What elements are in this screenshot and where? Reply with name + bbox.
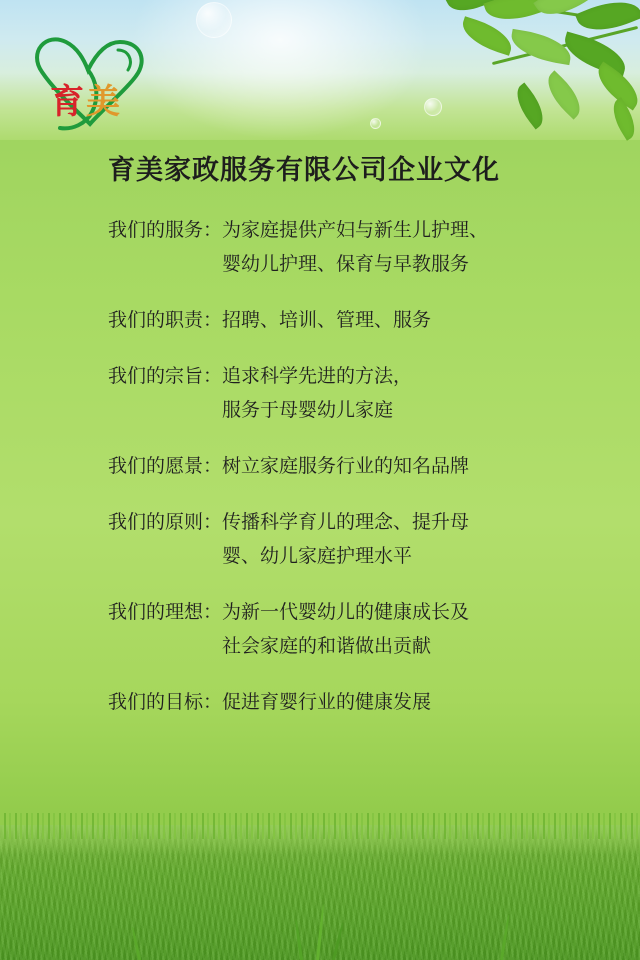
entry-value xyxy=(222,213,640,281)
grass-blade xyxy=(316,904,325,960)
bubble-decoration xyxy=(196,2,232,38)
bubble-decoration xyxy=(424,98,442,116)
entry-line: 为家庭提供产妇与新生儿护理、 xyxy=(222,219,489,241)
logo-char-yu: 育 xyxy=(50,82,86,122)
entry-value xyxy=(222,359,640,427)
entry-line: 婴、幼儿家庭护理水平 xyxy=(222,545,413,567)
entry-value xyxy=(222,595,640,663)
entry-label: 我们的职责： xyxy=(108,309,223,331)
entry-value xyxy=(222,505,640,573)
list-item xyxy=(0,685,640,719)
grass-edge xyxy=(0,813,640,839)
page-title: 育美家政服务有限公司企业文化 xyxy=(108,155,500,186)
entry-label: 我们的目标： xyxy=(108,691,223,713)
entry-line: 传播科学育儿的理念、提升母 xyxy=(222,511,470,533)
entry-label: 我们的宗旨： xyxy=(108,365,223,387)
document-body xyxy=(0,130,640,741)
entry-line: 促进育婴行业的健康发展 xyxy=(222,691,432,713)
entry-line: 招聘、培训、管理、服务 xyxy=(222,309,432,331)
entry-label: 我们的理想： xyxy=(108,601,223,623)
leaf-icon xyxy=(539,70,589,119)
leaf-icon xyxy=(508,29,574,65)
entry-value xyxy=(222,303,640,337)
list-item xyxy=(0,449,640,483)
entry-line: 追求科学先进的方法， xyxy=(222,365,413,387)
culture-entry-list xyxy=(0,213,640,719)
bubble-decoration xyxy=(370,118,381,129)
leaf-cluster-decoration xyxy=(340,0,640,150)
entry-label: 我们的服务： xyxy=(108,219,223,241)
logo-text xyxy=(50,74,122,123)
entry-line: 服务于母婴幼儿家庭 xyxy=(222,399,394,421)
entry-line: 为新一代婴幼儿的健康成长及 xyxy=(222,601,470,623)
leaf-icon xyxy=(509,83,552,130)
leaf-icon xyxy=(458,16,517,56)
list-item xyxy=(0,505,640,573)
entry-label: 我们的愿景： xyxy=(108,455,223,477)
logo-char-mei: 美 xyxy=(86,82,122,122)
grass-blade xyxy=(131,926,141,960)
grass-blade xyxy=(500,914,510,960)
grass-blade xyxy=(294,918,303,960)
grass-blade xyxy=(332,923,344,960)
entry-line: 婴幼儿护理、保育与早教服务 xyxy=(222,253,470,275)
grass-footer xyxy=(0,825,640,960)
entry-label: 我们的原则： xyxy=(108,511,223,533)
list-item xyxy=(0,213,640,281)
entry-line: 树立家庭服务行业的知名品牌 xyxy=(222,455,470,477)
entry-line: 社会家庭的和谐做出贡献 xyxy=(222,635,432,657)
entry-value xyxy=(222,685,640,719)
list-item xyxy=(0,359,640,427)
company-logo xyxy=(22,26,162,136)
list-item xyxy=(0,595,640,663)
list-item xyxy=(0,303,640,337)
entry-value xyxy=(222,449,640,483)
